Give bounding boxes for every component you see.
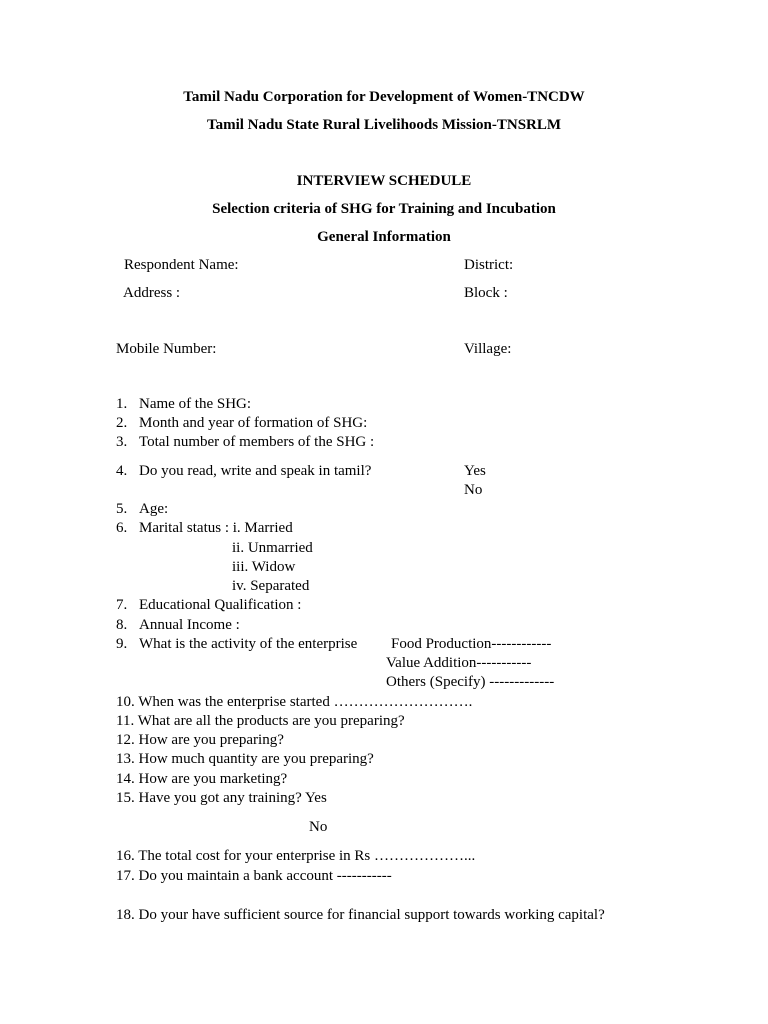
question-item: [116, 635, 357, 653]
question-text: Do you read, write and speak in tamil?: [139, 463, 372, 479]
question-item: [116, 712, 405, 730]
document-subtitle: Selection criteria of SHG for Training and Incubation: [212, 201, 556, 217]
question-number: 4.: [116, 463, 128, 479]
question-number: 14.: [116, 771, 135, 787]
question-text: How are you preparing?: [138, 732, 284, 748]
question-text: Have you got any training? Yes: [138, 790, 327, 806]
question-item: [116, 770, 287, 788]
question-number: 17.: [116, 868, 135, 884]
option-widow: iii. Widow: [232, 559, 296, 575]
question-number: 18.: [116, 907, 135, 923]
question-text: Month and year of formation of SHG:: [139, 415, 368, 431]
question-text: What is the activity of the enterprise: [139, 636, 358, 652]
question-number: 16.: [116, 848, 135, 864]
question-number: 12.: [116, 732, 135, 748]
question-item: [116, 433, 374, 451]
question-item: [116, 693, 472, 711]
question-item: [116, 462, 371, 480]
document-title: INTERVIEW SCHEDULE: [296, 173, 472, 189]
question-number: 15.: [116, 790, 135, 806]
question-item: [116, 616, 240, 634]
question-item: [116, 867, 392, 885]
question-text: How much quantity are you preparing?: [138, 751, 374, 767]
option-no: No: [464, 482, 483, 498]
question-number: 8.: [116, 617, 128, 633]
org-title-tnsrlm: Tamil Nadu State Rural Livelihoods Mission-TNSRLM: [206, 117, 562, 133]
question-item: [116, 750, 374, 768]
question-text: How are you marketing?: [138, 771, 288, 787]
org-title-tncdw: Tamil Nadu Corporation for Development of Women-TNCDW: [183, 89, 585, 105]
option-no: No: [309, 819, 328, 835]
question-item: [116, 906, 605, 924]
address-label: Address :: [123, 285, 181, 301]
question-number: 1.: [116, 396, 128, 412]
question-number: 10.: [116, 694, 135, 710]
option-unmarried: ii. Unmarried: [232, 540, 313, 556]
question-item: [116, 596, 301, 614]
option-food-production: Food Production------------: [391, 636, 552, 652]
question-number: 5.: [116, 501, 128, 517]
question-text: Do your have sufficient source for financial support towards working capital?: [138, 907, 605, 923]
option-value-addition: Value Addition-----------: [386, 655, 532, 671]
question-text: Total number of members of the SHG :: [139, 434, 375, 450]
question-text: Age:: [139, 501, 169, 517]
question-number: 2.: [116, 415, 128, 431]
option-separated: iv. Separated: [232, 578, 310, 594]
question-number: 13.: [116, 751, 135, 767]
question-text: When was the enterprise started ……………………….: [138, 694, 473, 710]
question-text: What are all the products are you preparing?: [137, 713, 405, 729]
question-text: Marital status : i. Married: [139, 520, 293, 536]
option-others-specify: Others (Specify) -------------: [386, 674, 555, 690]
question-text: Do you maintain a bank account -----------: [138, 868, 392, 884]
question-text: Annual Income :: [139, 617, 240, 633]
question-text: Educational Qualification :: [139, 597, 302, 613]
question-text: The total cost for your enterprise in Rs ………………...: [138, 848, 476, 864]
question-item: [116, 414, 367, 432]
option-yes: Yes: [464, 463, 486, 479]
village-label: Village:: [464, 341, 512, 357]
section-heading: General Information: [317, 229, 451, 245]
question-item: [116, 519, 293, 537]
question-item: [116, 847, 475, 865]
question-number: 6.: [116, 520, 128, 536]
question-text: Name of the SHG:: [139, 396, 252, 412]
question-item: [116, 731, 284, 749]
question-number: 7.: [116, 597, 128, 613]
district-label: District:: [464, 257, 514, 273]
question-item: [116, 500, 168, 518]
question-number: 3.: [116, 434, 128, 450]
respondent-name-label: Respondent Name:: [124, 257, 239, 273]
question-item: [116, 395, 251, 413]
mobile-number-label: Mobile Number:: [116, 341, 217, 357]
question-number: 11.: [116, 713, 135, 729]
question-number: 9.: [116, 636, 128, 652]
block-label: Block :: [464, 285, 508, 301]
question-item: [116, 789, 327, 807]
